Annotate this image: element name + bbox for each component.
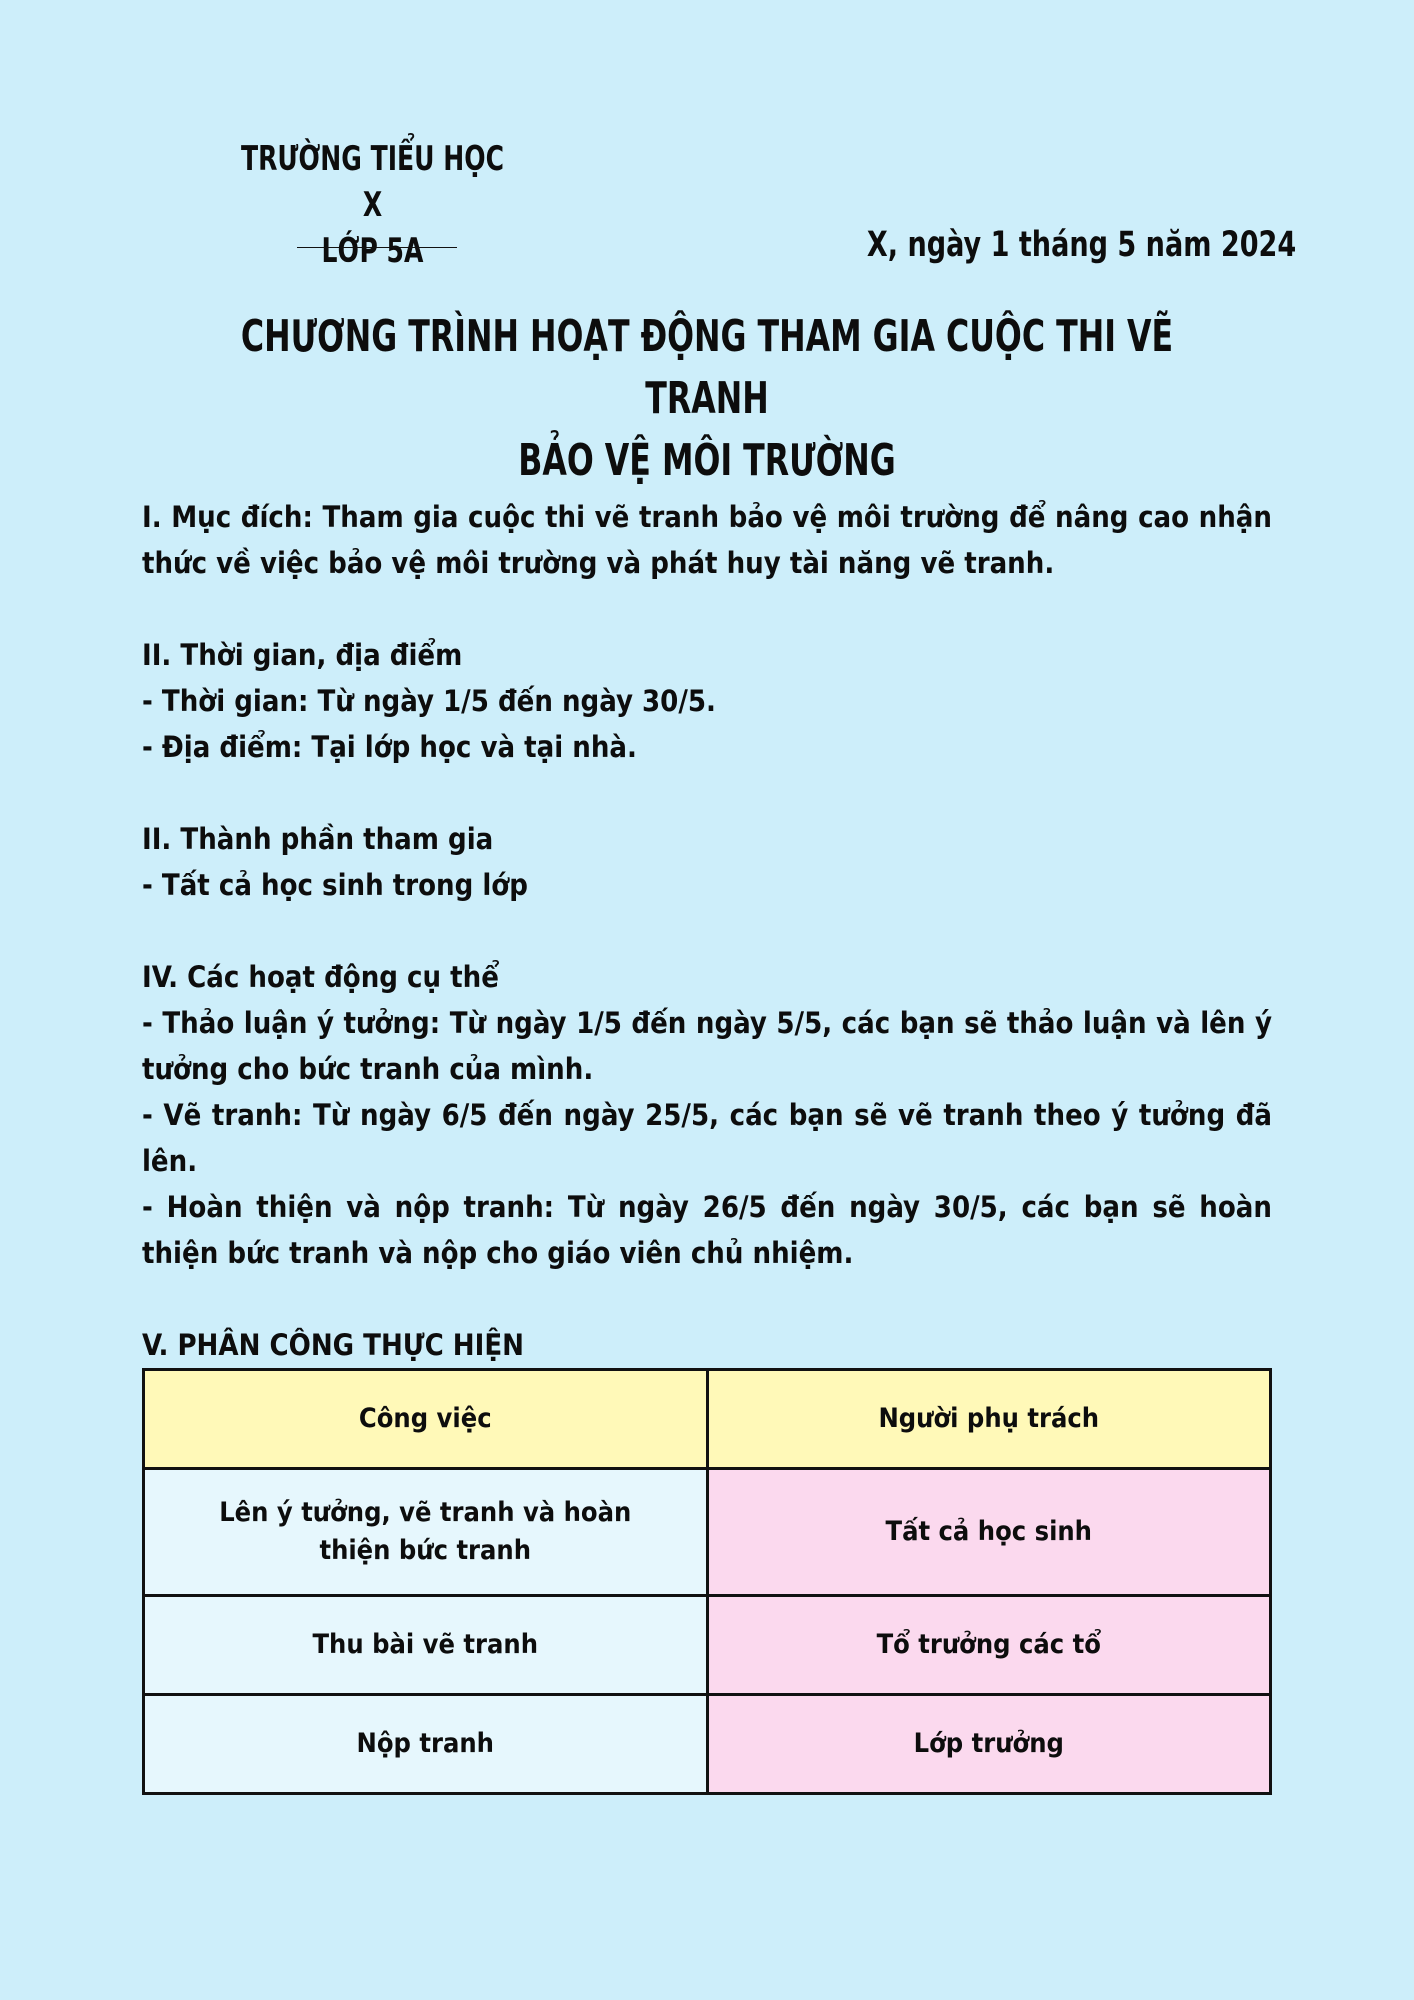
person-cell: Lớp trưởng [707, 1695, 1271, 1794]
title-line-1: CHƯƠNG TRÌNH HOẠT ĐỘNG THAM GIA CUỘC THI VẼ TRANH [240, 311, 1174, 424]
place-item: - Địa điểm: Tại lớp học và tại nhà. [142, 730, 637, 764]
task-cell: Nộp tranh [144, 1695, 708, 1794]
person-cell: Tổ trưởng các tổ [707, 1596, 1271, 1695]
title-line-2: BẢO VỆ MÔI TRƯỜNG [518, 435, 896, 486]
document-body [142, 494, 1272, 1368]
document-date: X, ngày 1 tháng 5 năm 2024 [866, 225, 1296, 265]
activities-heading: IV. Các hoạt động cụ thể [142, 960, 499, 994]
activity-item: - Hoàn thiện và nộp tranh: Từ ngày 26/5 đến ngày 30/5, các bạn sẽ hoàn thiện bức tranh và nộp cho giáo viên chủ nhiệm. [142, 1190, 1272, 1270]
participants-item: - Tất cả học sinh trong lớp [142, 868, 528, 902]
purpose-section: I. Mục đích: Tham gia cuộc thi vẽ tranh bảo vệ môi trường để nâng cao nhận thức về việc bảo vệ môi trường và phát huy tài năng vẽ tranh. [142, 500, 1272, 580]
class-name: LỚP 5A [321, 231, 424, 271]
task-cell: Lên ý tưởng, vẽ tranh và hoàn thiện bức tranh [144, 1469, 708, 1596]
school-header [231, 136, 514, 274]
time-item: - Thời gian: Từ ngày 1/5 đến ngày 30/5. [142, 684, 716, 718]
header-work: Công việc [144, 1370, 708, 1469]
header-divider [297, 247, 457, 248]
school-name: TRƯỜNG TIỂU HỌC X [241, 139, 504, 225]
table-row [144, 1695, 1271, 1794]
table-row [144, 1469, 1271, 1596]
table-header-row [144, 1370, 1271, 1469]
activity-item: - Vẽ tranh: Từ ngày 6/5 đến ngày 25/5, các bạn sẽ vẽ tranh theo ý tưởng đã lên. [142, 1098, 1272, 1178]
header-person: Người phụ trách [707, 1370, 1271, 1469]
document-title [221, 306, 1192, 492]
assignment-heading: V. PHÂN CÔNG THỰC HIỆN [142, 1328, 524, 1362]
participants-heading: II. Thành phần tham gia [142, 822, 494, 856]
time-place-heading: II. Thời gian, địa điểm [142, 638, 463, 672]
activity-item: - Thảo luận ý tưởng: Từ ngày 1/5 đến ngày 5/5, các bạn sẽ thảo luận và lên ý tưởng cho bức tranh của mình. [142, 1006, 1272, 1086]
assignment-table [142, 1368, 1272, 1795]
person-cell: Tất cả học sinh [707, 1469, 1271, 1596]
table-row [144, 1596, 1271, 1695]
task-cell: Thu bài vẽ tranh [144, 1596, 708, 1695]
